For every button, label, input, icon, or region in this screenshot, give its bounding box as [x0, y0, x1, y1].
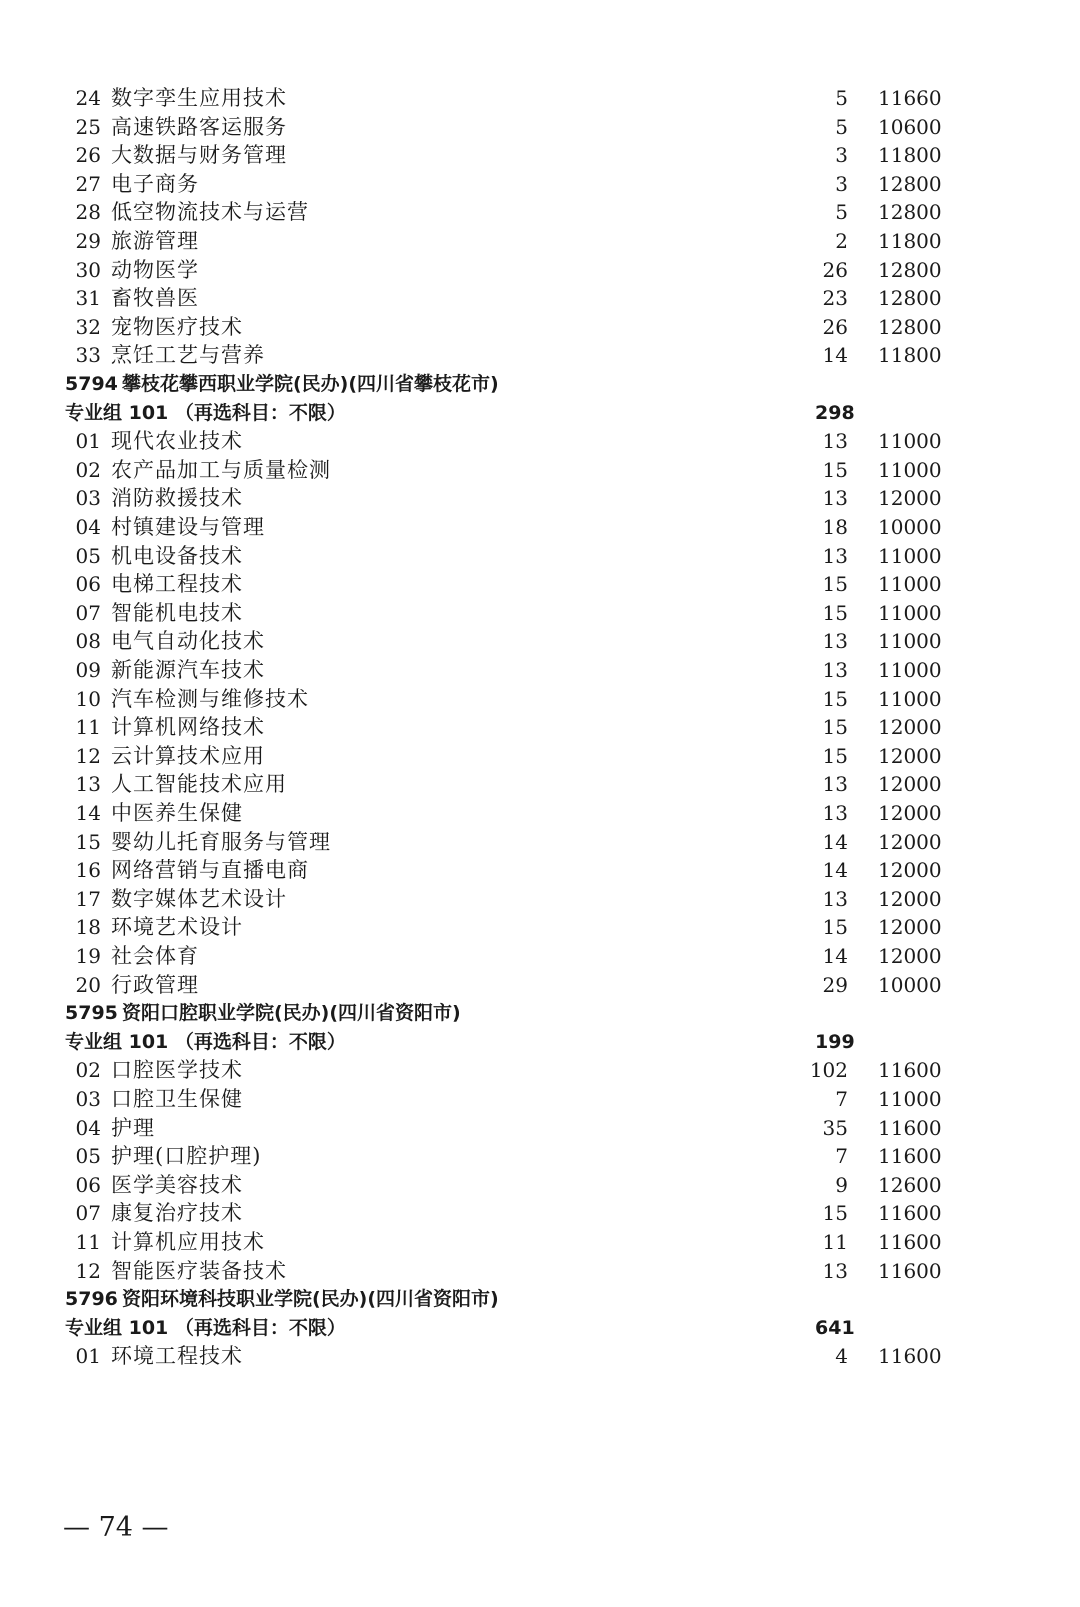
enrollment-count: 13: [822, 486, 848, 511]
major-row: [0, 913, 1080, 942]
major-number: 30: [75, 257, 101, 282]
major-number: 20: [75, 972, 101, 997]
major-number: 14: [75, 801, 101, 825]
enrollment-count: 7: [835, 1144, 848, 1169]
enrollment-count: 14: [822, 343, 848, 368]
enrollment-count: 5: [835, 86, 848, 110]
enrollment-count: 15: [822, 715, 848, 740]
school-code: 5794: [65, 373, 118, 395]
tuition-fee: 11800: [878, 143, 942, 168]
major-name: 康复治疗技术: [111, 1201, 243, 1226]
major-row: [0, 713, 1080, 742]
tuition-fee: 10000: [878, 972, 942, 997]
tuition-fee: 11000: [878, 1087, 942, 1111]
major-name: 计算机网络技术: [111, 715, 265, 740]
major-row: [0, 742, 1080, 771]
enrollment-count: 15: [822, 915, 848, 940]
major-name: 烹饪工艺与营养: [111, 343, 265, 368]
enrollment-count: 13: [822, 629, 848, 654]
major-number: 07: [75, 600, 101, 625]
major-name: 环境工程技术: [111, 1344, 243, 1369]
major-name: 动物医学: [111, 257, 199, 282]
major-number: 11: [75, 715, 101, 740]
group-total: 199: [815, 1030, 855, 1053]
group-name: 专业组 101 （再选科目：不限）: [65, 401, 346, 424]
group-header: [0, 1314, 1080, 1343]
major-number: 18: [75, 915, 101, 940]
major-row: [0, 84, 1080, 113]
major-number: 31: [75, 286, 101, 311]
tuition-fee: 12000: [878, 801, 942, 825]
major-number: 12: [75, 743, 101, 768]
major-name: 护理: [111, 1115, 155, 1140]
major-row: [0, 313, 1080, 342]
enrollment-count: 15: [822, 600, 848, 625]
major-row: [0, 456, 1080, 485]
major-number: 29: [75, 229, 101, 253]
major-name: 电梯工程技术: [111, 572, 243, 597]
major-number: 01: [75, 429, 101, 454]
major-number: 03: [75, 1087, 101, 1111]
major-name: 机电设备技术: [111, 543, 243, 568]
major-number: 05: [75, 543, 101, 568]
major-name: 数字媒体艺术设计: [111, 886, 287, 911]
major-name: 行政管理: [111, 972, 199, 997]
tuition-fee: 12000: [878, 944, 942, 968]
tuition-fee: 12800: [878, 286, 942, 311]
enrollment-count: 3: [835, 143, 848, 168]
tuition-fee: 11600: [878, 1115, 942, 1140]
tuition-fee: 11800: [878, 343, 942, 368]
tuition-fee: 10000: [878, 515, 942, 539]
enrollment-count: 5: [835, 200, 848, 225]
major-number: 26: [75, 143, 101, 168]
major-row: [0, 1056, 1080, 1085]
major-row: [0, 284, 1080, 313]
tuition-fee: 12800: [878, 200, 942, 225]
major-row: [0, 170, 1080, 199]
tuition-fee: 11000: [878, 600, 942, 625]
enrollment-count: 13: [822, 543, 848, 568]
major-row: [0, 427, 1080, 456]
enrollment-count: 14: [822, 944, 848, 968]
major-row: [0, 1342, 1080, 1371]
tuition-fee: 12000: [878, 486, 942, 511]
major-number: 27: [75, 171, 101, 196]
major-name: 大数据与财务管理: [111, 143, 287, 168]
major-number: 11: [75, 1230, 101, 1254]
tuition-fee: 12800: [878, 257, 942, 282]
major-name: 低空物流技术与运营: [111, 200, 309, 225]
tuition-fee: 11000: [878, 686, 942, 711]
tuition-fee: 11600: [878, 1058, 942, 1083]
major-row: [0, 656, 1080, 685]
major-name: 护理(口腔护理): [111, 1144, 262, 1169]
enrollment-count: 15: [822, 572, 848, 597]
major-name: 医学美容技术: [111, 1172, 243, 1197]
major-row: [0, 942, 1080, 971]
major-number: 12: [75, 1258, 101, 1283]
enrollment-count: 13: [822, 801, 848, 825]
major-name: 高速铁路客运服务: [111, 114, 287, 139]
major-number: 02: [75, 457, 101, 482]
enrollment-count: 15: [822, 457, 848, 482]
tuition-fee: 12000: [878, 915, 942, 940]
major-name: 旅游管理: [111, 229, 199, 253]
tuition-fee: 12000: [878, 715, 942, 740]
tuition-fee: 11600: [878, 1344, 942, 1369]
major-row: [0, 885, 1080, 914]
group-name: 专业组 101 （再选科目：不限）: [65, 1316, 346, 1339]
major-number: 19: [75, 944, 101, 968]
enrollment-count: 26: [822, 257, 848, 282]
enrollment-count: 29: [822, 972, 848, 997]
major-number: 28: [75, 200, 101, 225]
enrollment-count: 11: [822, 1230, 848, 1254]
major-row: [0, 570, 1080, 599]
enrollment-count: 15: [822, 686, 848, 711]
major-number: 09: [75, 658, 101, 682]
major-row: [0, 1142, 1080, 1171]
enrollment-count: 13: [822, 658, 848, 682]
major-row: [0, 971, 1080, 1000]
major-number: 17: [75, 886, 101, 911]
major-number: 16: [75, 858, 101, 883]
major-row: [0, 341, 1080, 370]
tuition-fee: 11600: [878, 1230, 942, 1254]
major-name: 社会体育: [111, 944, 199, 968]
major-row: [0, 484, 1080, 513]
enrollment-count: 13: [822, 429, 848, 454]
school-code: 5795: [65, 1002, 118, 1025]
major-row: [0, 141, 1080, 170]
tuition-fee: 12800: [878, 171, 942, 196]
major-number: 01: [75, 1344, 101, 1369]
major-row: [0, 1199, 1080, 1228]
enrollment-count: 15: [822, 743, 848, 768]
page-number: — 74 —: [63, 1512, 169, 1543]
enrollment-count: 102: [809, 1058, 848, 1083]
enrollment-count: 18: [822, 515, 848, 539]
tuition-fee: 11000: [878, 572, 942, 597]
major-name: 新能源汽车技术: [111, 658, 265, 682]
major-name: 人工智能技术应用: [111, 772, 287, 797]
group-header: [0, 1028, 1080, 1057]
major-name: 环境艺术设计: [111, 915, 243, 940]
enrollment-count: 3: [835, 171, 848, 196]
enrollment-count: 13: [822, 1258, 848, 1283]
enrollment-count: 14: [822, 858, 848, 883]
tuition-fee: 11600: [878, 1258, 942, 1283]
major-name: 口腔卫生保健: [111, 1087, 243, 1111]
tuition-fee: 11000: [878, 543, 942, 568]
tuition-fee: 12000: [878, 829, 942, 854]
major-number: 10: [75, 686, 101, 711]
enrollment-count: 26: [822, 314, 848, 339]
school-name: 攀枝花攀西职业学院(民办)(四川省攀枝花市): [122, 373, 499, 395]
major-name: 数字孪生应用技术: [111, 86, 287, 110]
major-row: [0, 770, 1080, 799]
major-row: [0, 113, 1080, 142]
school-code: 5796: [65, 1288, 118, 1311]
major-number: 04: [75, 515, 101, 539]
enrollment-count: 23: [822, 286, 848, 311]
major-row: [0, 227, 1080, 256]
school-header: [0, 999, 1080, 1028]
major-name: 计算机应用技术: [111, 1230, 265, 1254]
major-row: [0, 1257, 1080, 1286]
tuition-fee: 11000: [878, 658, 942, 682]
major-number: 15: [75, 829, 101, 854]
major-number: 03: [75, 486, 101, 511]
tuition-fee: 12600: [878, 1172, 942, 1197]
enrollment-count: 35: [822, 1115, 848, 1140]
major-number: 32: [75, 314, 101, 339]
major-name: 中医养生保健: [111, 801, 243, 825]
major-number: 13: [75, 772, 101, 797]
major-row: [0, 685, 1080, 714]
group-total: 298: [815, 401, 855, 424]
tuition-fee: 12000: [878, 743, 942, 768]
tuition-fee: 11600: [878, 1201, 942, 1226]
major-name: 现代农业技术: [111, 429, 243, 454]
major-number: 06: [75, 1172, 101, 1197]
school-header: [0, 370, 1080, 399]
major-name: 云计算技术应用: [111, 743, 265, 768]
major-row: [0, 1228, 1080, 1257]
school-name: 资阳环境科技职业学院(民办)(四川省资阳市): [122, 1288, 499, 1311]
tuition-fee: 10600: [878, 114, 942, 139]
major-row: [0, 1171, 1080, 1200]
school-header: [0, 1285, 1080, 1314]
major-name: 网络营销与直播电商: [111, 858, 309, 883]
major-name: 宠物医疗技术: [111, 314, 243, 339]
major-row: [0, 1085, 1080, 1114]
major-name: 电子商务: [111, 171, 199, 196]
major-name: 消防救援技术: [111, 486, 243, 511]
tuition-fee: 11000: [878, 457, 942, 482]
major-row: [0, 856, 1080, 885]
major-name: 口腔医学技术: [111, 1058, 243, 1083]
major-number: 06: [75, 572, 101, 597]
group-header: [0, 399, 1080, 428]
major-name: 汽车检测与维修技术: [111, 686, 309, 711]
enrollment-count: 13: [822, 772, 848, 797]
major-number: 25: [75, 114, 101, 139]
major-row: [0, 828, 1080, 857]
school-name: 资阳口腔职业学院(民办)(四川省资阳市): [122, 1002, 461, 1025]
enrollment-count: 5: [835, 114, 848, 139]
enrollment-count: 7: [835, 1087, 848, 1111]
tuition-fee: 11000: [878, 429, 942, 454]
enrollment-count: 2: [835, 229, 848, 253]
major-name: 电气自动化技术: [111, 629, 265, 654]
major-row: [0, 542, 1080, 571]
tuition-fee: 11800: [878, 229, 942, 253]
enrollment-count: 15: [822, 1201, 848, 1226]
major-row: [0, 799, 1080, 828]
enrollment-count: 9: [835, 1172, 848, 1197]
major-number: 08: [75, 629, 101, 654]
group-name: 专业组 101 （再选科目：不限）: [65, 1030, 346, 1053]
major-row: [0, 627, 1080, 656]
major-name: 智能医疗装备技术: [111, 1258, 287, 1283]
tuition-fee: 12000: [878, 858, 942, 883]
major-name: 婴幼儿托育服务与管理: [111, 829, 331, 854]
major-number: 02: [75, 1058, 101, 1083]
major-name: 畜牧兽医: [111, 286, 199, 311]
tuition-fee: 11000: [878, 629, 942, 654]
enrollment-count: 14: [822, 829, 848, 854]
major-row: [0, 198, 1080, 227]
major-row: [0, 1114, 1080, 1143]
major-number: 04: [75, 1115, 101, 1140]
enrollment-count: 13: [822, 886, 848, 911]
tuition-fee: 12000: [878, 886, 942, 911]
tuition-fee: 11600: [878, 1144, 942, 1169]
tuition-fee: 12800: [878, 314, 942, 339]
major-number: 05: [75, 1144, 101, 1169]
major-number: 24: [75, 86, 101, 110]
tuition-fee: 12000: [878, 772, 942, 797]
major-row: [0, 513, 1080, 542]
group-total: 641: [815, 1316, 855, 1339]
major-row: [0, 256, 1080, 285]
major-row: [0, 599, 1080, 628]
major-name: 村镇建设与管理: [111, 515, 265, 539]
enrollment-count: 4: [835, 1344, 848, 1369]
major-number: 07: [75, 1201, 101, 1226]
tuition-fee: 11660: [878, 86, 942, 110]
major-name: 智能机电技术: [111, 600, 243, 625]
major-number: 33: [75, 343, 101, 368]
major-name: 农产品加工与质量检测: [111, 457, 331, 482]
